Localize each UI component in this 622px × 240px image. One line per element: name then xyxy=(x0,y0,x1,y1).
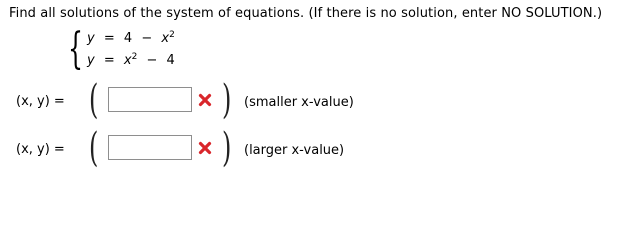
question-prompt: Find all solutions of the system of equations. (If there is no solution, enter NO SOLUTION.) xyxy=(9,6,603,21)
eq2-lhs: y xyxy=(87,53,95,68)
eq1-term-b: x xyxy=(161,31,170,46)
eq1-lhs: y xyxy=(87,31,95,46)
left-paren: ( xyxy=(89,125,99,171)
eq2-term-a: x xyxy=(123,53,132,68)
eq1-operator: − xyxy=(141,31,153,46)
answer-label: (x, y) = xyxy=(16,142,65,157)
answer-row-smaller xyxy=(16,77,616,123)
eq1-term-a: 4 xyxy=(123,31,133,46)
answer-hint: (smaller x-value) xyxy=(244,95,354,110)
answer-row-larger xyxy=(16,125,616,171)
right-paren: ) xyxy=(222,77,232,123)
left-paren: ( xyxy=(89,77,99,123)
eq2-term-b: 4 xyxy=(166,53,175,68)
answer-input-larger[interactable] xyxy=(108,135,192,160)
eq1-exponent: 2 xyxy=(169,30,175,40)
eq2-operator: − xyxy=(146,53,158,68)
left-brace: { xyxy=(68,24,84,74)
answer-input-smaller[interactable] xyxy=(108,87,192,112)
equation-1 xyxy=(87,31,175,46)
red-x-icon xyxy=(198,93,212,107)
answer-hint: (larger x-value) xyxy=(244,143,345,158)
eq2-exponent: 2 xyxy=(131,52,138,62)
eq1-equals: = xyxy=(103,31,115,46)
right-paren: ) xyxy=(222,125,232,171)
eq2-equals: = xyxy=(103,53,115,68)
answer-label: (x, y) = xyxy=(16,94,65,109)
red-x-icon xyxy=(198,141,212,155)
equation-2 xyxy=(87,53,175,68)
equation-system xyxy=(68,24,188,74)
